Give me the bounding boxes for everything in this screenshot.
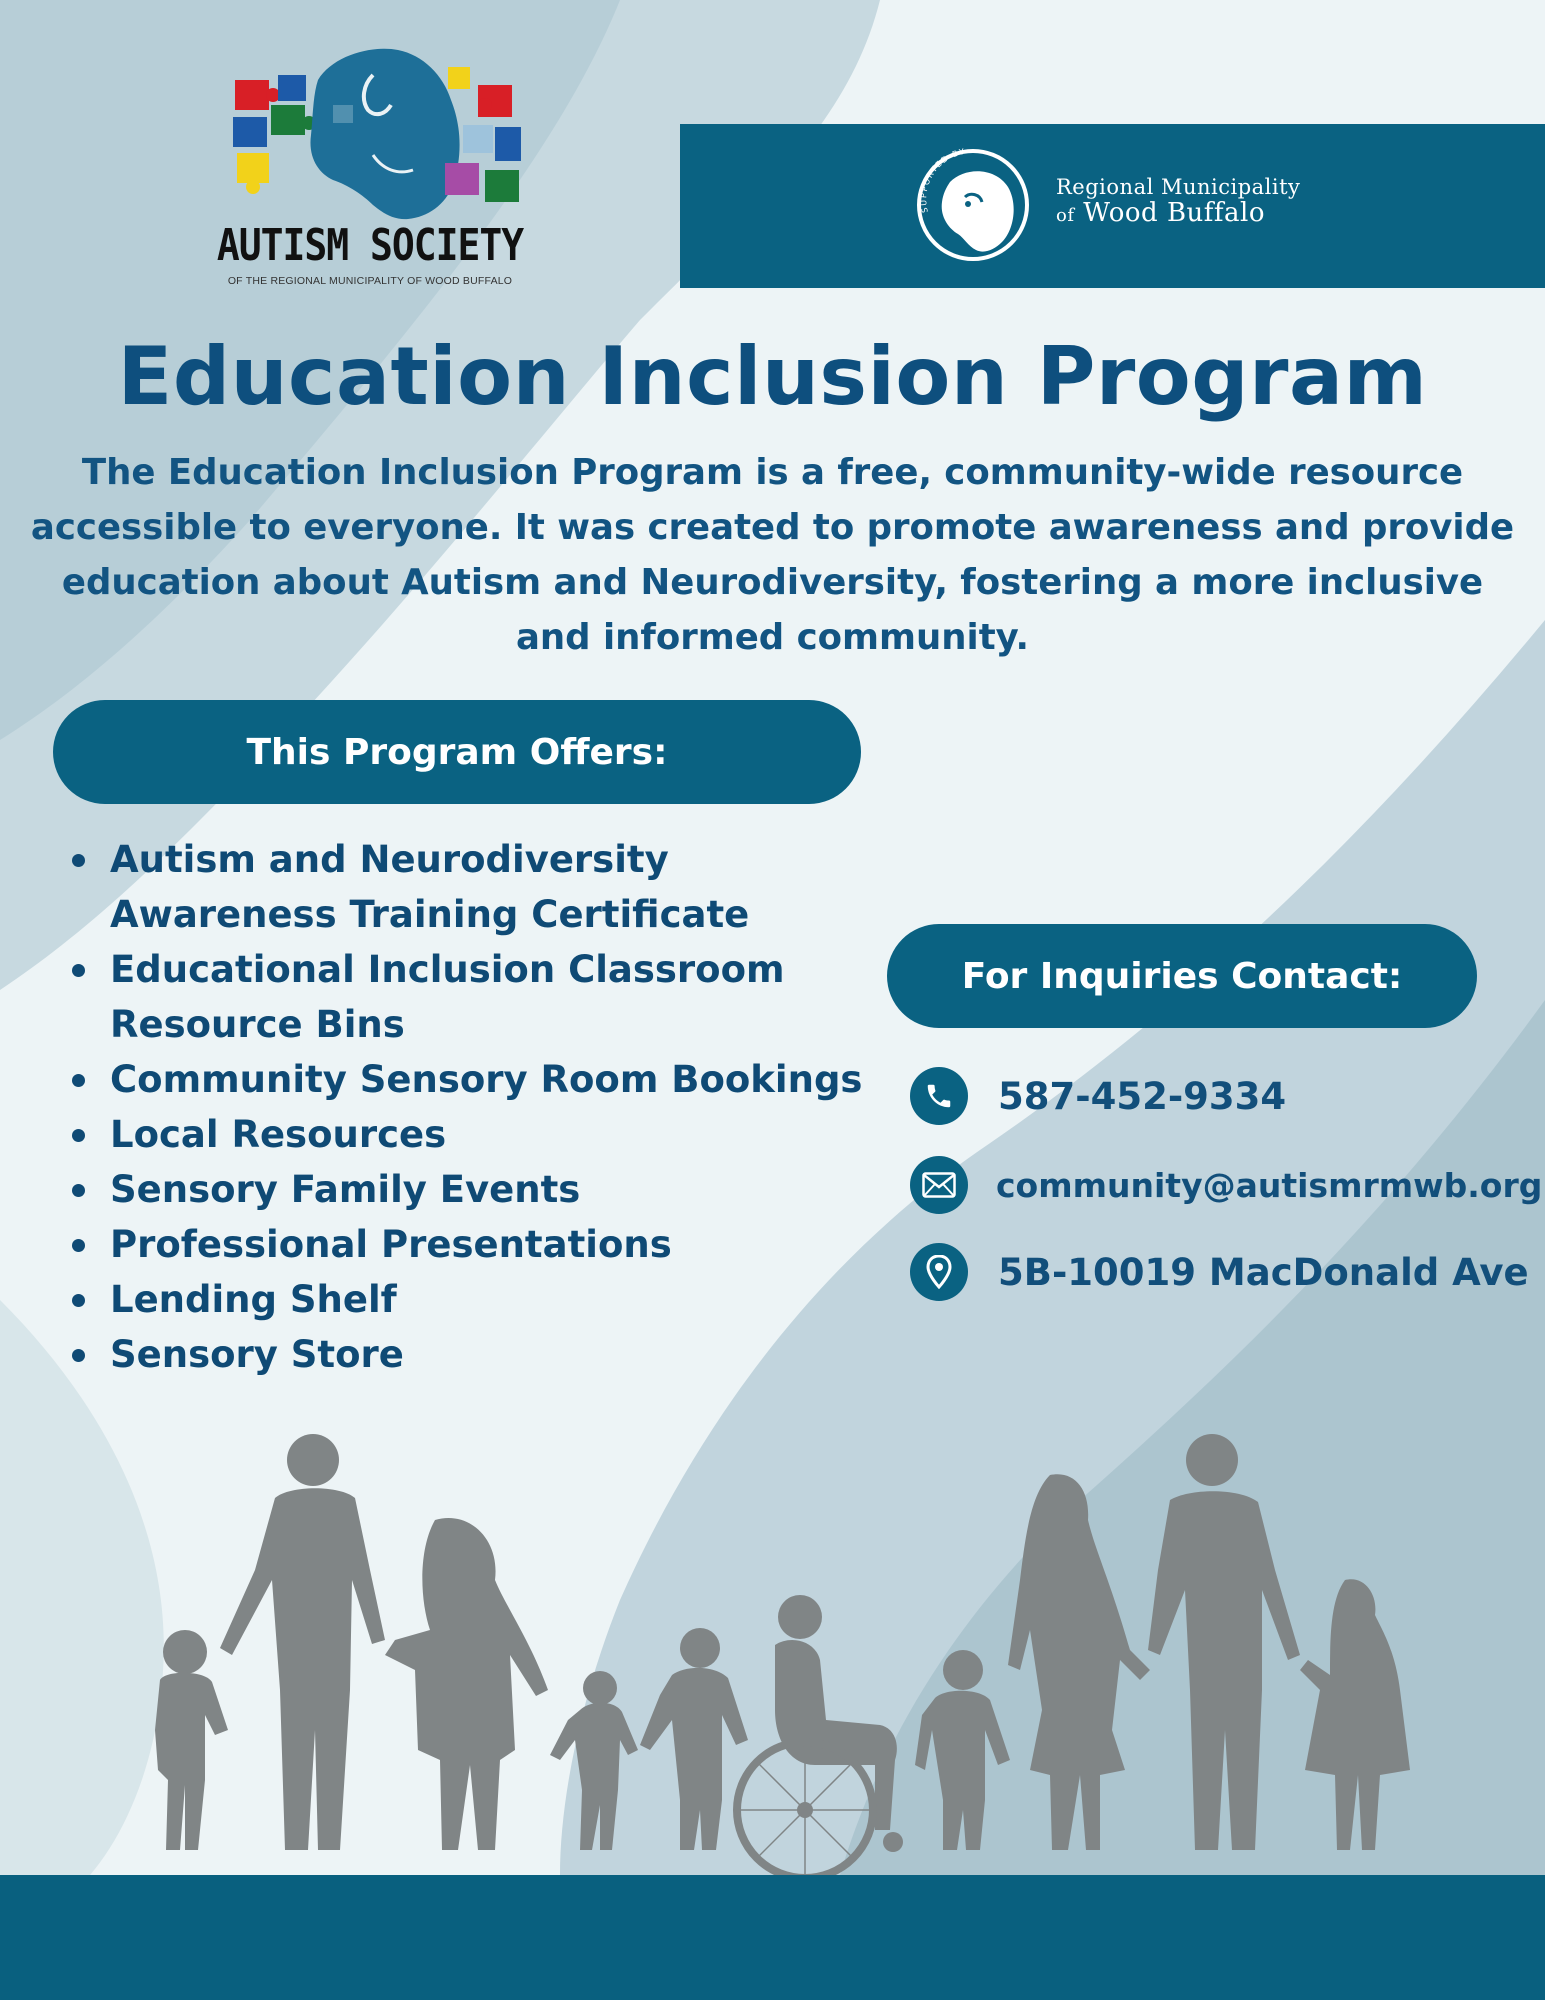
list-item: Sensory Store: [68, 1327, 888, 1382]
list-item: Community Sensory Room Bookings: [68, 1052, 888, 1107]
list-item: Professional Presentations: [68, 1217, 888, 1272]
offers-list: [68, 832, 888, 1382]
supported-by-text: SUPPORTED BY: [919, 146, 967, 214]
contact-heading-text: For Inquiries Contact:: [961, 955, 1403, 997]
contact-email[interactable]: [910, 1156, 1542, 1214]
list-item: Educational Inclusion Classroom Resource Bins: [68, 942, 888, 1052]
contact-address[interactable]: [910, 1243, 1529, 1301]
family-silhouettes-illustration: [0, 1430, 1545, 1880]
email-address: community@autismrmwb.org: [996, 1165, 1543, 1205]
offers-heading-text: This Program Offers:: [246, 731, 668, 773]
offers-heading: [53, 700, 861, 804]
logo-title: AUTISM SOCIETY: [216, 219, 524, 271]
contact-heading: [887, 924, 1477, 1028]
bison-puzzle-logo-icon: [223, 45, 523, 220]
logo-subtitle: OF THE REGIONAL MUNICIPALITY OF WOOD BUFFALO: [227, 275, 513, 287]
phone-icon: [910, 1067, 968, 1125]
svg-text:SUPPORTED BY: [919, 147, 966, 214]
footer-band: [0, 1875, 1545, 2000]
intro-paragraph: The Education Inclusion Program is a free, community-wide resource accessible to everyone. It was created to promote awareness and provide education about Autism and Neurodiversity, fostering a more inclusive and informed community.: [30, 452, 1515, 658]
municipality-wood-buffalo: Wood Buffalo: [1083, 198, 1266, 229]
municipality-of: of: [1056, 205, 1075, 227]
municipality-line1: Regional Municipality: [1056, 175, 1301, 199]
street-address: 5B-10019 MacDonald Ave: [998, 1250, 1529, 1294]
location-pin-icon: [910, 1243, 968, 1301]
supported-by-arc: [910, 142, 1036, 268]
list-item: Lending Shelf: [68, 1272, 888, 1327]
phone-number: 587-452-9334: [998, 1074, 1287, 1118]
municipality-line2: [1056, 199, 1300, 228]
autism-society-logo: [215, 45, 525, 295]
sponsor-banner: [680, 124, 1545, 288]
list-item: Local Resources: [68, 1107, 888, 1162]
list-item: Autism and Neurodiversity Awareness Training Certificate: [68, 832, 888, 942]
email-icon: [910, 1156, 968, 1214]
page-title: Education Inclusion Program: [117, 330, 1428, 423]
municipality-name: [1056, 176, 1300, 228]
contact-phone[interactable]: [910, 1067, 1286, 1125]
list-item: Sensory Family Events: [68, 1162, 888, 1217]
